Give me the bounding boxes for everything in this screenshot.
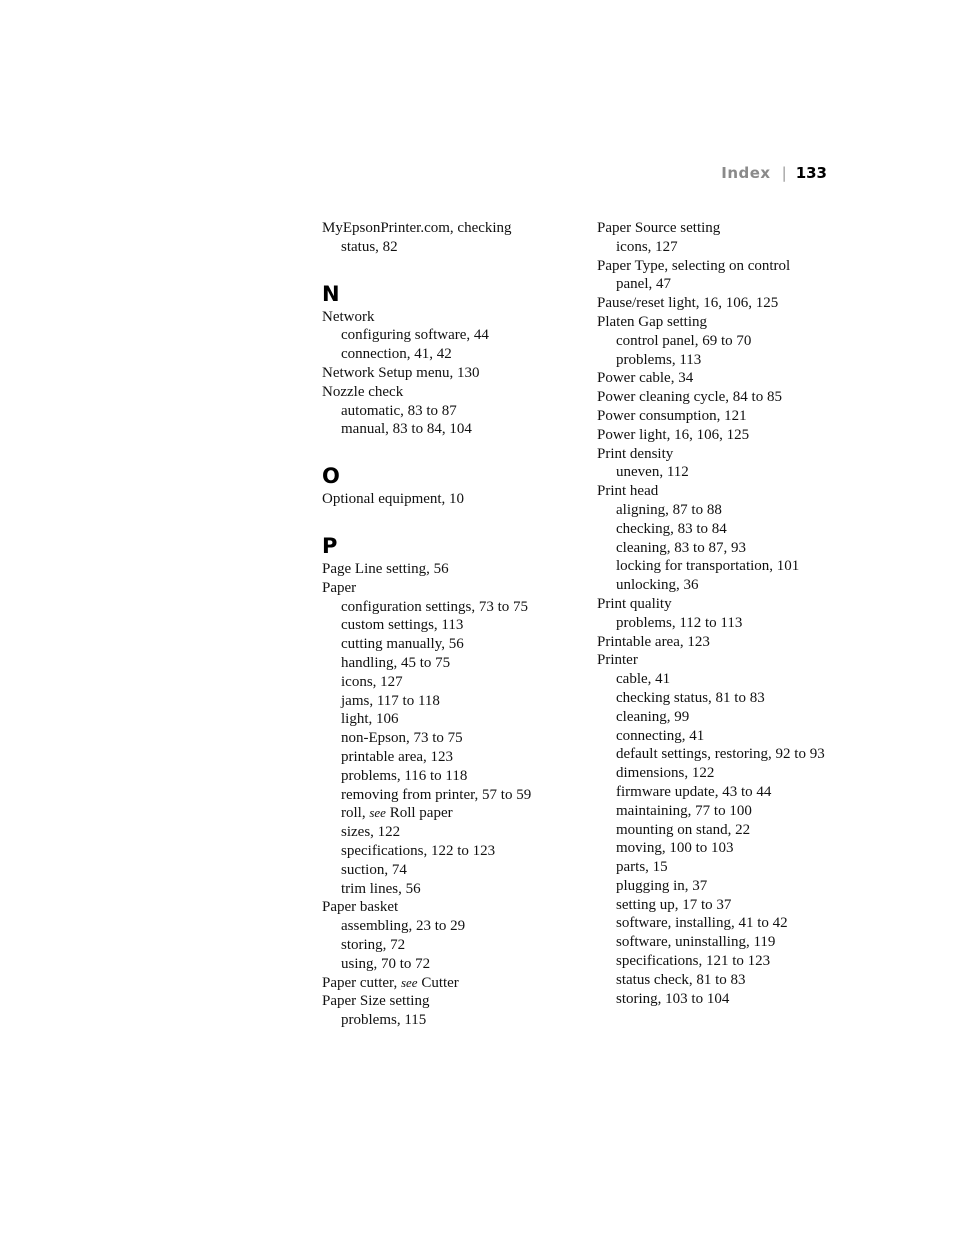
index-entry: Paper <box>322 579 357 596</box>
index-subentry: light, 106 <box>341 711 399 728</box>
header-section-title: Index <box>721 164 771 182</box>
index-subentry: checking, 83 to 84 <box>616 520 727 537</box>
index-subentry: cable, 41 <box>616 671 671 688</box>
index-entry: Pause/reset light, 16, 106, 125 <box>597 295 779 312</box>
index-subentry: dimensions, 122 <box>616 765 715 782</box>
index-column-right <box>597 219 847 1008</box>
index-subentry: problems, 116 to 118 <box>341 767 468 784</box>
index-subentry: locking for transportation, 101 <box>616 558 800 575</box>
see-reference-label: see <box>400 974 418 990</box>
index-entry-cross-reference <box>322 974 582 993</box>
index-subentry: printable area, 123 <box>341 748 454 765</box>
index-entry: Paper Size setting <box>322 993 430 1010</box>
index-subentry: default settings, restoring, 92 to 93 <box>616 746 825 763</box>
index-subentry: aligning, 87 to 88 <box>616 501 722 518</box>
index-letter-heading: P <box>322 533 338 558</box>
index-entry: Power cleaning cycle, 84 to 85 <box>597 389 782 406</box>
index-letter-heading: N <box>322 281 340 306</box>
index-entry: Printable area, 123 <box>597 633 710 650</box>
index-subentry: manual, 83 to 84, 104 <box>341 421 472 438</box>
index-entry: Page Line setting, 56 <box>322 560 449 577</box>
index-subentry-cross-reference <box>322 804 582 823</box>
index-column-left <box>322 219 582 1030</box>
index-subentry: storing, 103 to 104 <box>616 990 730 1007</box>
index-subentry: sizes, 122 <box>341 824 401 841</box>
entry-term: Paper cutter, <box>322 974 398 991</box>
index-entry: Power light, 16, 106, 125 <box>597 426 750 443</box>
index-subentry: uneven, 112 <box>616 464 689 481</box>
index-subentry: removing from printer, 57 to 59 <box>341 786 532 803</box>
index-subentry: non-Epson, 73 to 75 <box>341 730 463 747</box>
index-subentry: plugging in, 37 <box>616 877 708 894</box>
index-entry: Print density <box>597 445 674 462</box>
index-subentry: connection, 41, 42 <box>341 346 452 363</box>
index-subentry: icons, 127 <box>341 673 403 690</box>
index-subentry: firmware update, 43 to 44 <box>616 783 772 800</box>
index-subentry: jams, 117 to 118 <box>341 692 440 709</box>
index-subentry: specifications, 122 to 123 <box>341 842 496 859</box>
index-subentry: using, 70 to 72 <box>341 955 431 972</box>
index-subentry: cleaning, 83 to 87, 93 <box>616 539 746 556</box>
index-subentry: handling, 45 to 75 <box>341 654 451 671</box>
index-subentry: configuration settings, 73 to 75 <box>341 598 529 615</box>
index-entry-continuation: status, 82 <box>341 238 398 255</box>
index-subentry: software, uninstalling, 119 <box>616 934 776 951</box>
index-subentry: parts, 15 <box>616 859 668 876</box>
index-subentry: icons, 127 <box>616 238 678 255</box>
index-subentry: status check, 81 to 83 <box>616 971 746 988</box>
index-subentry: unlocking, 36 <box>616 577 699 594</box>
running-header <box>721 163 827 183</box>
subentry-term: roll, <box>341 805 366 822</box>
index-entry: Print head <box>597 483 659 500</box>
index-subentry: automatic, 83 to 87 <box>341 402 457 419</box>
index-subentry: suction, 74 <box>341 861 407 878</box>
index-subentry: custom settings, 113 <box>341 617 464 634</box>
index-subentry: cutting manually, 56 <box>341 636 464 653</box>
index-subentry: setting up, 17 to 37 <box>616 896 732 913</box>
index-entry: MyEpsonPrinter.com, checking <box>322 220 512 236</box>
index-entry: Paper basket <box>322 899 399 916</box>
index-subentry: mounting on stand, 22 <box>616 821 751 838</box>
index-subentry: trim lines, 56 <box>341 880 421 897</box>
index-subentry: moving, 100 to 103 <box>616 840 734 857</box>
index-entry: Network Setup menu, 130 <box>322 364 480 381</box>
index-subentry: control panel, 69 to 70 <box>616 332 752 349</box>
index-subentry: software, installing, 41 to 42 <box>616 915 788 932</box>
index-subentry: checking status, 81 to 83 <box>616 689 765 706</box>
index-subentry: maintaining, 77 to 100 <box>616 802 752 819</box>
see-reference-label: see <box>369 805 386 821</box>
header-separator: | <box>781 164 787 182</box>
index-entry: Power consumption, 121 <box>597 407 747 424</box>
see-reference-target: Cutter <box>421 974 459 991</box>
index-subentry: problems, 115 <box>341 1012 427 1029</box>
index-subentry: problems, 113 <box>616 351 702 368</box>
index-entry: Power cable, 34 <box>597 370 694 387</box>
index-entry: Printer <box>597 652 638 669</box>
index-subentry: problems, 112 to 113 <box>616 614 743 631</box>
index-subentry: configuring software, 44 <box>341 327 489 344</box>
index-entry-continuation: panel, 47 <box>616 276 671 293</box>
page-number: 133 <box>795 164 827 182</box>
index-entry: Print quality <box>597 595 672 612</box>
index-subentry: cleaning, 99 <box>616 708 690 725</box>
index-entry: Platen Gap setting <box>597 313 707 330</box>
see-reference-target: Roll paper <box>389 805 453 822</box>
index-entry: Paper Source setting <box>597 220 721 236</box>
index-entry: Optional equipment, 10 <box>322 491 465 508</box>
index-subentry: storing, 72 <box>341 936 406 953</box>
index-letter-heading: O <box>322 464 340 489</box>
index-entry: Paper Type, selecting on control <box>597 257 791 274</box>
index-subentry: specifications, 121 to 123 <box>616 953 771 970</box>
index-entry: Nozzle check <box>322 383 404 400</box>
index-subentry: connecting, 41 <box>616 727 705 744</box>
index-entry: Network <box>322 308 375 325</box>
index-subentry: assembling, 23 to 29 <box>341 918 466 935</box>
